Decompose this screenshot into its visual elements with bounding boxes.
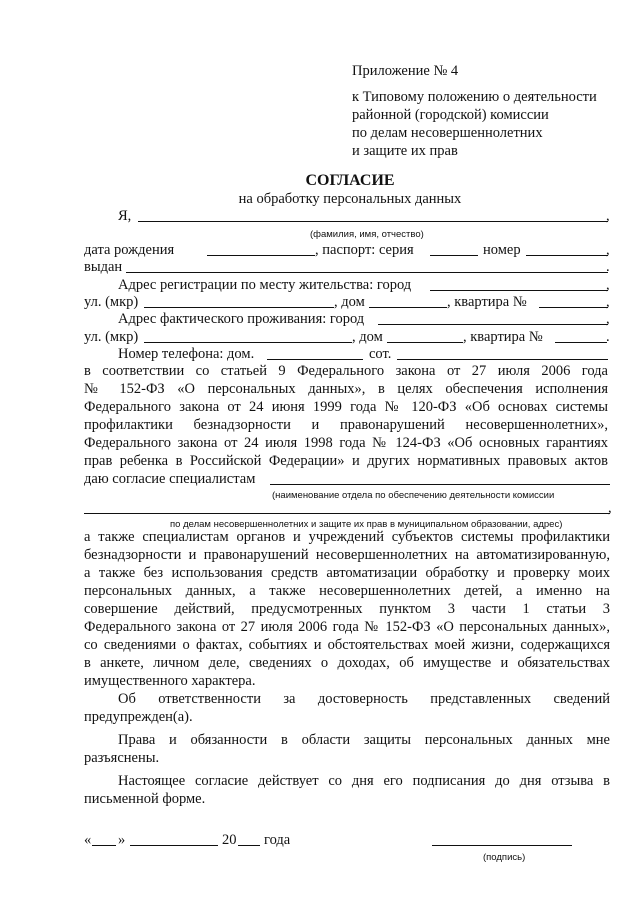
body-line: профилактики безнадзорности и правонарушений несовершеннолетних», [84, 417, 608, 433]
appendix-line: к Типовому положению о деятельности [352, 89, 597, 105]
body-line: совершение действий, предусмотренных пунктом 3 части 1 статьи 3 [84, 601, 610, 617]
passport-number-field[interactable] [526, 242, 608, 256]
body-line: прав ребенка в Российской Федерации» и других нормативных правовых актов [84, 453, 608, 469]
fact-apartment-field[interactable] [555, 329, 607, 343]
body-line: Права и обязанности в области защиты персональных данных мне [118, 732, 610, 748]
body-line: со сведениями о фактах, событиях и обстоятельствах моей жизни, содержащихся [84, 637, 610, 653]
body-line: имущественного характера. [84, 673, 256, 689]
consent-document: Приложение № 4 к Типовому положению о деятельности районной (городской) комиссии по делам несовершеннолетних и защите их прав СОГЛАСИЕ на обработку персональных данных Я, , (фамилия, имя, отчество) дата рождения , паспорт: серия номер , выдан . Адрес регистрации по месту жительства: город , ул. (мкр) , дом , квартира № , Адрес фактического проживания: город , ул. (мкр) , дом , квартира № . Номер телефона: дом. сот. в соответствии со статьей 9 Федерального закона от 27 июля 2006 года № 152-ФЗ «О персональных данных», в целях обеспечения исполнения Федерального закона от 24 июня 1999 года № 120-ФЗ «Об основах системы профилактики безнадзорности и правонарушений несовершеннолетних», Федерального закона от 24 июля 1998 года № 124-ФЗ «Об основных гарантиях прав ребенка в Российской Федерации» и других нормативных правовых актов даю согласие специалистам (наименование отдела по обеспечению деятельности комиссии , по делам несовершеннолетних и защите их прав в муниципальном образовании, адрес) а также специалистам органов и учреждений субъектов системы профилактики безнадзорности и правонарушений несовершеннолетних на автоматизированную, а также без использования средств автоматизации обработку и проверку моих персональных данных, а также несовершеннолетних детей, а именно на совершение действий, предусмотренных пунктом 3 части 1 статьи 3 Федерального закона от 27 июля 2006 года № 152-ФЗ «О персональных данных», со сведениями о фактах, событиях и обстоятельствах моей жизни, содержащихся в анкете, личном деле, сведениях о доходах, об имуществе и обязательствах имущественного характера. Об ответственности за достоверность представленных сведений предупрежден(а). Права и обязанности в области защиты персональных данных мне разъяснены. Настоящее согласие действует со дня его подписания до дня отзыва в письменной форме. « » 20 года (подпись) [0, 0, 640, 905]
fio-field[interactable] [138, 208, 608, 222]
issued-label: выдан [84, 259, 123, 275]
passport-number-label: номер [483, 242, 521, 258]
document-subtitle: на обработку персональных данных [238, 191, 462, 207]
specialist-field-2[interactable] [84, 500, 610, 514]
passport-series-label: , паспорт: серия [315, 242, 414, 258]
reg-apartment-field[interactable] [539, 294, 608, 308]
reg-house-field[interactable] [369, 294, 447, 308]
body-line: разъяснены. [84, 750, 160, 766]
reg-house-label: , дом [334, 294, 365, 310]
mobile-label: сот. [369, 346, 392, 362]
appendix-line: и защите их прав [352, 143, 458, 159]
fact-city-field[interactable] [378, 311, 608, 325]
fact-address-label: Адрес фактического проживания: город [118, 311, 365, 327]
document-title: СОГЛАСИЕ [305, 172, 395, 189]
birth-date-field[interactable] [207, 242, 315, 256]
body-line: в анкете, личном деле, сведениях о доходах, об имуществе и обязательствах [84, 655, 610, 671]
date-quote-close: » [118, 832, 126, 848]
fact-apartment-label: , квартира № [463, 329, 543, 345]
date-quote-open: « [84, 832, 92, 848]
reg-city-field[interactable] [430, 277, 608, 291]
consent-specialists-label: даю согласие специалистам [84, 471, 256, 487]
body-line: безнадзорности и правонарушений несовершеннолетних на автоматизированную, [84, 547, 610, 563]
body-line: Об ответственности за достоверность представленных сведений [118, 691, 610, 707]
phone-label: Номер телефона: дом. [118, 346, 255, 362]
date-year-field[interactable] [238, 832, 260, 846]
specialist-hint-1: (наименование отдела по обеспечению деятельности комиссии [272, 490, 555, 501]
body-line: Федерального закона от 27 июля 2006 года № 152-ФЗ «О персональных данных», [84, 619, 610, 635]
reg-street-label: ул. (мкр) [84, 294, 139, 310]
date-year-suffix: года [264, 832, 291, 848]
specialist-hint-2: по делам несовершеннолетних и защите их прав в муниципальном образовании, адрес) [170, 519, 563, 530]
body-line: № 152-ФЗ «О персональных данных», в целях обеспечения исполнения [84, 381, 608, 397]
body-line: а также специалистам органов и учреждений субъектов системы профилактики [84, 529, 610, 545]
signature-hint: (подпись) [483, 852, 526, 863]
date-month-field[interactable] [130, 832, 218, 846]
phone-home-field[interactable] [267, 346, 363, 360]
reg-street-field[interactable] [144, 294, 334, 308]
body-line: Федерального закона от 24 июля 1998 года № 124-ФЗ «Об основных гарантиях [84, 435, 608, 451]
fact-house-label: , дом [352, 329, 383, 345]
fact-house-field[interactable] [387, 329, 463, 343]
body-line: предупрежден(а). [84, 709, 193, 725]
body-line: Настоящее согласие действует со дня его подписания до дня отзыва в [118, 773, 610, 789]
birth-label: дата рождения [84, 242, 175, 258]
reg-apartment-label: , квартира № [447, 294, 527, 310]
date-year-prefix: 20 [222, 832, 237, 848]
phone-mobile-field[interactable] [397, 346, 608, 360]
appendix-line: по делам несовершеннолетних [352, 125, 543, 141]
issued-field[interactable] [126, 259, 608, 273]
i-label: Я, [118, 208, 132, 224]
fio-hint: (фамилия, имя, отчество) [310, 229, 424, 240]
body-line: Федерального закона от 24 июня 1999 года № 120-ФЗ «Об основах системы [84, 399, 608, 415]
body-line: а также без использования средств автоматизации обработку и проверку моих [84, 565, 610, 581]
signature-field[interactable] [432, 832, 572, 846]
fact-street-field[interactable] [144, 329, 352, 343]
appendix-line: районной (городской) комиссии [352, 107, 549, 123]
specialist-field[interactable] [270, 471, 610, 485]
passport-series-field[interactable] [430, 242, 478, 256]
date-day-field[interactable] [92, 832, 116, 846]
body-line: письменной форме. [84, 791, 206, 807]
reg-address-label: Адрес регистрации по месту жительства: город [118, 277, 412, 293]
body-line: в соответствии со статьей 9 Федерального закона от 27 июля 2006 года [84, 363, 608, 379]
fact-street-label: ул. (мкр) [84, 329, 139, 345]
appendix-title: Приложение № 4 [352, 63, 459, 79]
body-line: персональных данных, а также несовершеннолетних детей, а именно на [84, 583, 610, 599]
